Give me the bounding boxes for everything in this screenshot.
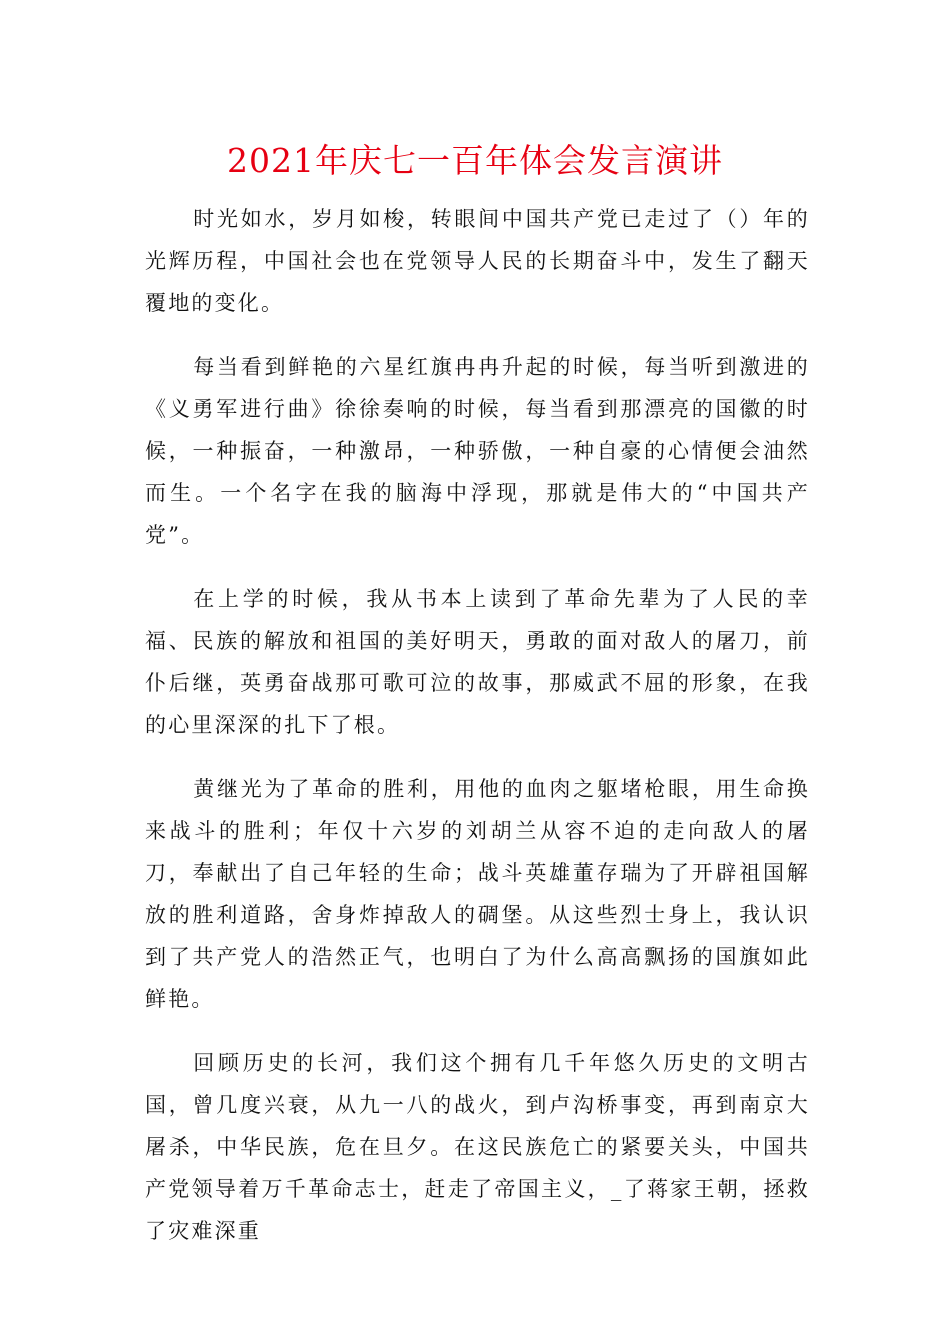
paragraph-1: 时光如水，岁月如梭，转眼间中国共产党已走过了（）年的光辉历程，中国社会也在党领导人民的长期奋斗中，发生了翻天覆地的变化。 xyxy=(145,207,810,315)
paragraph-2: 每当看到鲜艳的六星红旗冉冉升起的时候，每当听到激进的《义勇军进行曲》徐徐奏响的时候，每当看到那漂亮的国徽的时候，一种振奋，一种激昂，一种骄傲，一种自豪的心情便会油然而生。一个名字在我的脑海中浮现，那就是伟大的“中国共产党”。 xyxy=(145,355,810,547)
page-title: 2021年庆七一百年体会发言演讲 xyxy=(227,141,723,180)
paragraph-5: 回顾历史的长河，我们这个拥有几千年悠久历史的文明古国，曾几度兴衰，从九一八的战火，到卢沟桥事变，再到南京大屠杀，中华民族，危在旦夕。在这民族危亡的紧要关头，中国共产党领导着万千革命志士，赶走了帝国主义，_了蒋家王朝，拯救了灾难深重 xyxy=(145,1051,810,1243)
paragraph-3: 在上学的时候，我从书本上读到了革命先辈为了人民的幸福、民族的解放和祖国的美好明天，勇敢的面对敌人的屠刀，前仆后继，英勇奋战那可歌可泣的故事，那威武不屈的形象，在我的心里深深的扎下了根。 xyxy=(145,587,810,737)
paragraph-4: 黄继光为了革命的胜利，用他的血肉之躯堵枪眼，用生命换来战斗的胜利；年仅十六岁的刘胡兰从容不迫的走向敌人的屠刀，奉献出了自己年轻的生命；战斗英雄董存瑞为了开辟祖国解放的胜利道路，舍身炸掉敌人的碉堡。从这些烈士身上，我认识到了共产党人的浩然正气，也明白了为什么高高飘扬的国旗如此鲜艳。 xyxy=(145,777,810,1011)
document-body xyxy=(145,198,810,1274)
